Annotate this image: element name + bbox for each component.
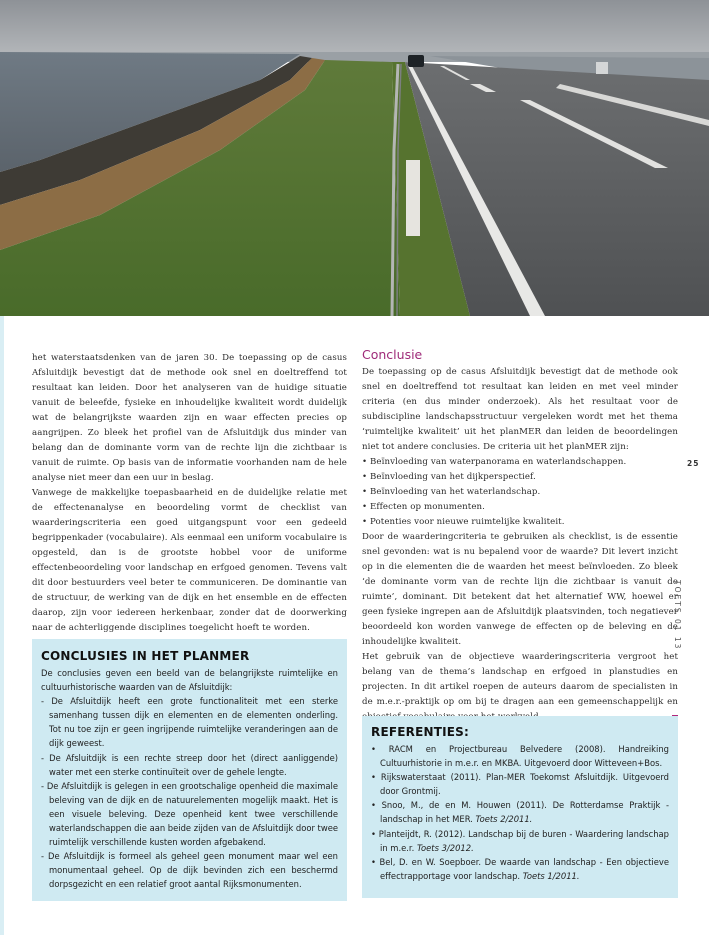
reference-item [371, 827, 669, 855]
reference-item [371, 855, 669, 883]
page-edge-bar [0, 316, 4, 935]
conclusion-item: - De Afsluitdijk is een rechte streep door het (direct aanliggende) water met een sterke continuïteit over de gehele lengte. [41, 752, 338, 777]
box-title: CONCLUSIES IN HET PLANMER [41, 649, 250, 663]
body-text-left [32, 351, 347, 636]
criteria-bullet: • Effecten op monumenten. [362, 502, 486, 512]
reference-text: • Planteijdt, R. (2012). Landschap bij de buren - Waardering landschap in m.e.r. [371, 828, 669, 853]
paragraph: De toepassing op de casus Afsluitdijk bevestigt dat de methode ook snel en doeltreffend tot resultaat kan leiden en met veel minder criteria (en dus minder onderzoek). Als het resultaat voor de subdiscipline landschapsstructuur vergeleken wordt met het thema ‘ruimtelijke kwaliteit’ uit het planMER dan leiden de beoordelingen niet tot andere conclusies. De criteria uit het planMER zijn: [362, 367, 678, 452]
criteria-bullet: • Beïnvloeding van het dijkperspectief. [362, 472, 536, 482]
criteria-bullet: • Beïnvloeding van waterpanorama en waterlandschappen. [362, 457, 627, 467]
road-dike-illustration [0, 0, 709, 316]
paragraph-text: Het gebruik van de objectieve waarderingscriteria vergroot het belang van de thema’s landschap en erfgoed in planstudies en projecten. In dit artikel roepen de auteurs daarom de specialisten in de m.e.r.-praktijk op om bij te dragen aan een gemeenschappelijk en [362, 652, 678, 707]
reference-source: Toets 2/2011. [475, 814, 533, 825]
section-heading-conclusie: Conclusie [362, 347, 423, 362]
paragraph: Door de waarderingcriteria te gebruiken als checklist, is de essentie snel gevonden: wat is nu bepalend voor de waarde? Dit levert inzicht op in die elementen die de waarden het meest beïnvloeden. Zo bleek ‘de dominante vorm van de rechte lijn die zichtbaar is vanuit de ruimte’, dominant. Dit betekent dat het alternatief WW, hoewel er geen fysieke ingrepen aan de Afsluitdijk plaatsvinden, toch negatiever beoordeeld kon worden vanwege de effecten op de beleving en de inhoudelijke kwaliteit. [362, 532, 678, 647]
planmer-conclusions-box [32, 639, 347, 901]
reference-source: Toets 1/2011. [522, 870, 580, 881]
conclusion-item: - De Afsluitdijk heeft een grote functionaliteit met een sterke samenhang tussen dijk en elementen en de elementen onderling. Tot nu toe zijn er geen ingrijpende ruimtelijke veranderingen aan de dijk geweest. [41, 696, 338, 749]
page-number: 25 [687, 459, 700, 468]
box-body [41, 666, 338, 892]
paragraph: het waterstaatsdenken van de jaren 30. De toepassing op de casus Afsluitdijk bevestigt dat de methode ook snel en doeltreffend tot resultaat kan leiden. Door het analyseren van de huidige situatie vanuit de beleefde, fysieke en inhoudelijke kwaliteit wordt duidelijk wat de belangrijkste waarden zijn en waar effecten precies op aangrijpen. Zo bleek het profiel van de Afsluitdijk dus minder van belang dan de dominante vorm van de rechte lijn die zichtbaar is vanuit de ruimte. Op basis van de informatie voorhanden nam de hele analyse niet meer dan een uur in beslag. [32, 353, 347, 483]
reference-list [371, 742, 669, 883]
conclusion-item: - De Afsluitdijk is gelegen in een grootschalige openheid die maximale beleving van de dijk en de natuurelementen mogelijk maakt. Het is een visuele beleving. Deze openheid kent twee verschillende waterlandschappen die aan beide zijden van de Afsluitdijk door twee ruimtelijk verschillende kusten worden afgebakend. [41, 780, 338, 848]
conclusion-item: - De Afsluitdijk is formeel als geheel geen monument maar wel een monumentaal geheel. Op de dijk bevinden zich een beschermd dorpsgezicht en een relatief groot aantal Rijksmonumenten. [41, 851, 338, 890]
criteria-bullet: • Potenties voor nieuwe ruimtelijke kwaliteit. [362, 517, 565, 527]
box-intro: De conclusies geven een beeld van de belangrijkste ruimtelijke en cultuurhistorische waarden van de Afsluitdijk: [41, 668, 338, 693]
reference-text: • RACM en Projectbureau Belvedere (2008). Handreiking Cultuurhistorie in m.e.r. en MKBA. Uitgevoerd door Witteveen+Bos. [371, 744, 669, 769]
reference-text: • Snoo, M., de en M. Houwen (2011). De Rotterdamse Praktijk - landschap in het MER. [371, 800, 669, 825]
reference-item [371, 798, 669, 826]
reference-item [371, 742, 669, 770]
reference-source: Toets 3/2012. [416, 842, 474, 853]
reference-text: • Rijkswaterstaat (2011). Plan-MER Toekomst Afsluitdijk. Uitgevoerd door Grontmij. [371, 772, 669, 797]
paragraph [362, 650, 678, 725]
body-text-right [362, 365, 678, 725]
criteria-bullet: • Beïnvloeding van het waterlandschap. [362, 487, 541, 497]
reference-text: • Bel, D. en W. Soepboer. De waarde van landschap - Een objectieve effectrapportage voor landschap. [371, 856, 669, 881]
box-title: REFERENTIES: [371, 725, 470, 739]
afsluitdijk-photo [0, 0, 709, 316]
reference-item [371, 770, 669, 798]
paragraph: Vanwege de makkelijke toepasbaarheid en de duidelijke relatie met de effectenanalyse en beoordeling vormt de checklist van waarderingscriteria een goed uitgangspunt voor een gedeeld begrippenkader (vocabulaire). Als eenmaal een uniform vocabulaire is opgesteld, dan is de grootste hobbel voor de uniforme effectenbeoordeling voor landschap en erfgoed genomen. Tevens valt dit door bestuurders veel beter te communiceren. De dominantie van de structuur, de werking van de dijk en het ensemble en de effecten daarop, zijn voor iedereen herkenbaar, zonder dat de doorwerking naar de achterliggende disciplines toegelicht hoeft te worden. [32, 488, 347, 633]
journal-issue-label: TOETS 01 13 [673, 580, 682, 651]
references-box [362, 716, 678, 898]
